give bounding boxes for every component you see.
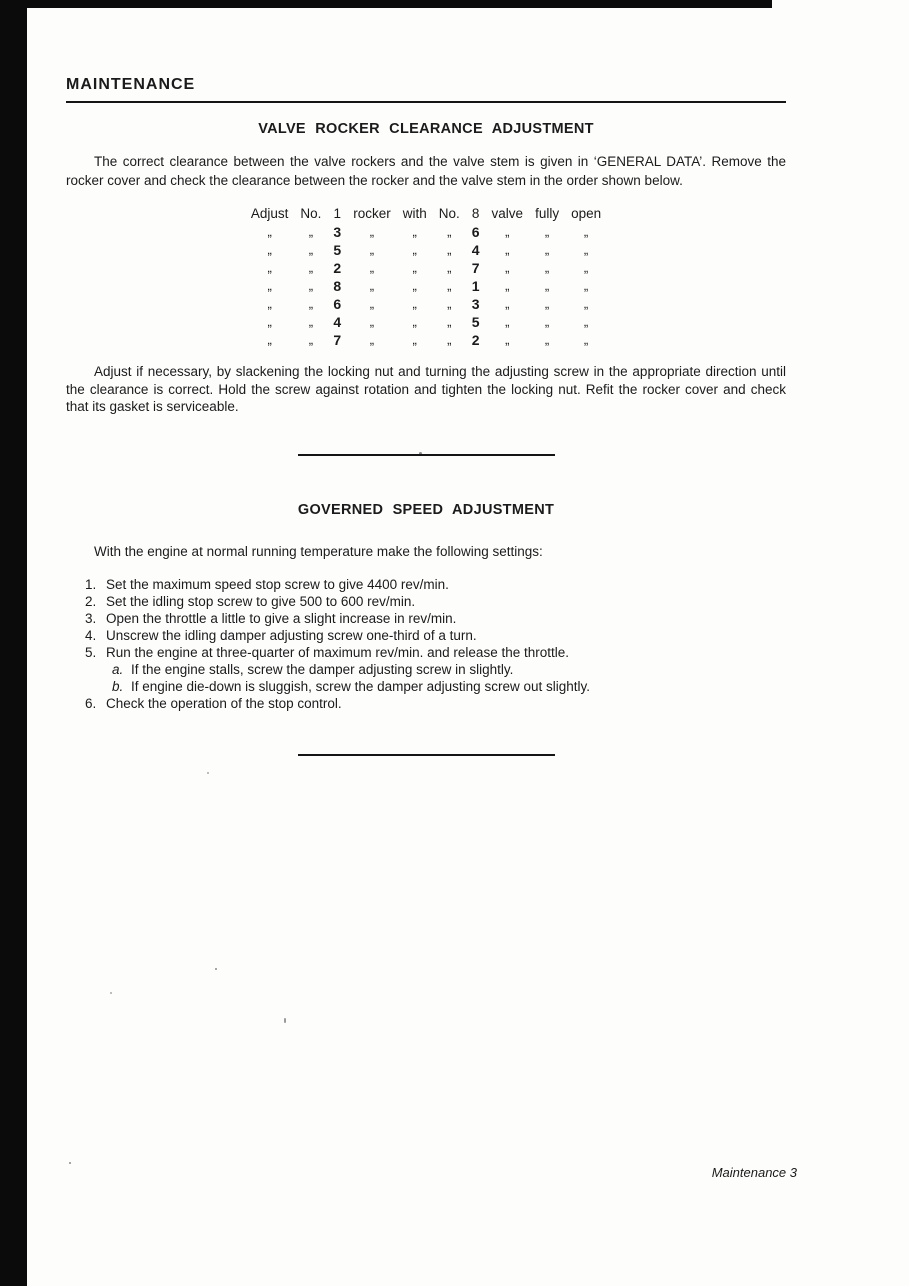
ditto-mark: „ [583, 296, 589, 311]
ditto-mark: „ [369, 314, 375, 329]
ditto-mark: „ [267, 314, 272, 329]
governed-section-title: GOVERNED SPEED ADJUSTMENT [297, 501, 555, 518]
scan-speck [69, 1162, 71, 1164]
ditto-mark: „ [583, 332, 589, 347]
valve-section-outro: Adjust if necessary, by slackening the locking nut and turning the adjusting screw in the appropriate direction until the clearance is correct. Hold the screw against rotation and tighten the locking nut. Refit the rocker cover and check that its gasket is serviceable. [66, 364, 786, 414]
valve-number: 3 [471, 296, 480, 312]
ditto-mark: „ [412, 278, 417, 293]
list-subitem-letter: b. [112, 678, 124, 694]
table-cell: rocker [353, 206, 391, 221]
ditto-mark: „ [369, 296, 375, 311]
ditto-mark: „ [505, 260, 510, 275]
ditto-mark: „ [267, 242, 272, 257]
ditto-mark: „ [369, 260, 375, 275]
scan-speck [215, 968, 217, 970]
page-footer: Maintenance 3 [711, 1165, 797, 1180]
scan-edge-left [0, 0, 27, 1286]
ditto-mark: „ [267, 224, 272, 239]
table-cell: No. [438, 206, 460, 221]
ditto-mark: „ [583, 314, 589, 329]
ditto-mark: „ [267, 332, 272, 347]
ditto-mark: „ [412, 332, 417, 347]
list-subitem [85, 661, 786, 678]
ditto-mark: „ [505, 296, 510, 311]
ditto-mark: „ [505, 242, 510, 257]
ditto-mark: „ [544, 314, 550, 329]
valve-number: 6 [471, 224, 480, 240]
list-item-text: Run the engine at three-quarter of maximum rev/min. and release the throttle. [106, 644, 569, 660]
ditto-mark: „ [583, 260, 589, 275]
list-item-text: Unscrew the idling damper adjusting screw one-third of a turn. [106, 627, 477, 643]
list-item-number: 2. [85, 593, 97, 609]
list-subitem [85, 678, 786, 695]
list-item [85, 644, 786, 661]
ditto-mark: „ [308, 296, 314, 311]
table-cell: fully [535, 206, 560, 221]
governed-section-intro: With the engine at normal running temperature make the following settings: [94, 543, 543, 559]
ditto-mark: „ [447, 278, 452, 293]
section-divider-rule [298, 454, 555, 456]
rocker-adjust-table [245, 205, 607, 349]
ditto-mark: „ [412, 314, 417, 329]
table-cell: with [402, 206, 427, 221]
header-rule [66, 101, 786, 103]
table-row [245, 241, 607, 259]
table-row [245, 313, 607, 331]
ditto-mark: „ [308, 260, 314, 275]
page-header-title: MAINTENANCE [66, 76, 196, 93]
ditto-mark: „ [505, 314, 510, 329]
list-item [85, 610, 786, 627]
list-item-number: 5. [85, 644, 97, 660]
table-cell: No. [300, 206, 322, 221]
table-cell: open [571, 206, 602, 221]
ditto-mark: „ [308, 278, 314, 293]
valve-number: 2 [471, 332, 480, 348]
ditto-mark: „ [412, 242, 417, 257]
table-row [245, 295, 607, 313]
list-item [85, 695, 786, 712]
list-item-text: Set the maximum speed stop screw to give 4400 rev/min. [106, 576, 449, 592]
valve-number: 7 [471, 260, 480, 276]
list-item-number: 4. [85, 627, 97, 643]
table-cell: 1 [333, 206, 342, 221]
ditto-mark: „ [267, 278, 272, 293]
page-content [66, 0, 786, 756]
scan-speck [284, 1018, 286, 1023]
valve-section-title: VALVE ROCKER CLEARANCE ADJUSTMENT [258, 121, 594, 137]
rocker-number: 7 [333, 332, 342, 348]
ditto-mark: „ [412, 260, 417, 275]
ditto-mark: „ [447, 296, 452, 311]
ditto-mark: „ [544, 296, 550, 311]
valve-number: 4 [471, 242, 480, 258]
table-row [245, 259, 607, 277]
ditto-mark: „ [447, 332, 452, 347]
valve-number: 1 [471, 278, 480, 294]
list-item-text: Check the operation of the stop control. [106, 695, 342, 711]
valve-number: 5 [471, 314, 480, 330]
ditto-mark: „ [369, 332, 375, 347]
list-subitem-text: If the engine stalls, screw the damper adjusting screw in slightly. [131, 661, 514, 677]
ditto-mark: „ [267, 296, 272, 311]
ditto-mark: „ [447, 260, 452, 275]
scan-speck [110, 992, 112, 994]
section-divider-rule [298, 754, 555, 756]
ditto-mark: „ [583, 278, 589, 293]
ditto-mark: „ [583, 224, 589, 239]
table-cell: valve [491, 206, 524, 221]
list-item-number: 1. [85, 576, 97, 592]
list-item-text: Set the idling stop screw to give 500 to 600 rev/min. [106, 593, 416, 609]
ditto-mark: „ [505, 332, 510, 347]
ditto-mark: „ [583, 242, 589, 257]
ditto-mark: „ [447, 242, 452, 257]
list-item [85, 576, 786, 593]
ditto-mark: „ [308, 242, 314, 257]
scan-speck [207, 772, 209, 774]
table-header-row [245, 205, 607, 223]
governed-steps-list [66, 576, 786, 712]
list-item-text: Open the throttle a little to give a slight increase in rev/min. [106, 610, 457, 626]
ditto-mark: „ [308, 224, 314, 239]
rocker-number: 6 [333, 296, 342, 312]
ditto-mark: „ [369, 242, 375, 257]
ditto-mark: „ [544, 332, 550, 347]
ditto-mark: „ [544, 224, 550, 239]
ditto-mark: „ [505, 224, 510, 239]
table-row [245, 331, 607, 349]
ditto-mark: „ [369, 224, 375, 239]
rocker-number: 2 [333, 260, 342, 276]
rocker-number: 5 [333, 242, 342, 258]
rocker-number: 3 [333, 224, 342, 240]
ditto-mark: „ [447, 224, 452, 239]
ditto-mark: „ [412, 224, 417, 239]
ditto-mark: „ [267, 260, 272, 275]
ditto-mark: „ [412, 296, 417, 311]
rocker-number: 4 [333, 314, 342, 330]
list-item-number: 6. [85, 695, 97, 711]
list-item [85, 593, 786, 610]
list-item [85, 627, 786, 644]
list-item-number: 3. [85, 610, 97, 626]
list-subitem-letter: a. [112, 661, 124, 677]
table-row [245, 277, 607, 295]
ditto-mark: „ [544, 242, 550, 257]
ditto-mark: „ [369, 278, 375, 293]
table-cell: 8 [471, 206, 480, 221]
ditto-mark: „ [308, 314, 314, 329]
ditto-mark: „ [447, 314, 452, 329]
table-cell: Adjust [250, 206, 289, 221]
table-row [245, 223, 607, 241]
ditto-mark: „ [308, 332, 314, 347]
ditto-mark: „ [544, 260, 550, 275]
list-subitem-text: If engine die-down is sluggish, screw the damper adjusting screw out slightly. [131, 678, 590, 694]
rocker-number: 8 [333, 278, 342, 294]
ditto-mark: „ [505, 278, 510, 293]
ditto-mark: „ [544, 278, 550, 293]
valve-section-intro: The correct clearance between the valve rockers and the valve stem is given in ‘GENERAL DATA’. Remove the rocker cover and check the clearance between the rocker and the valve stem in the order shown below. [66, 154, 786, 188]
